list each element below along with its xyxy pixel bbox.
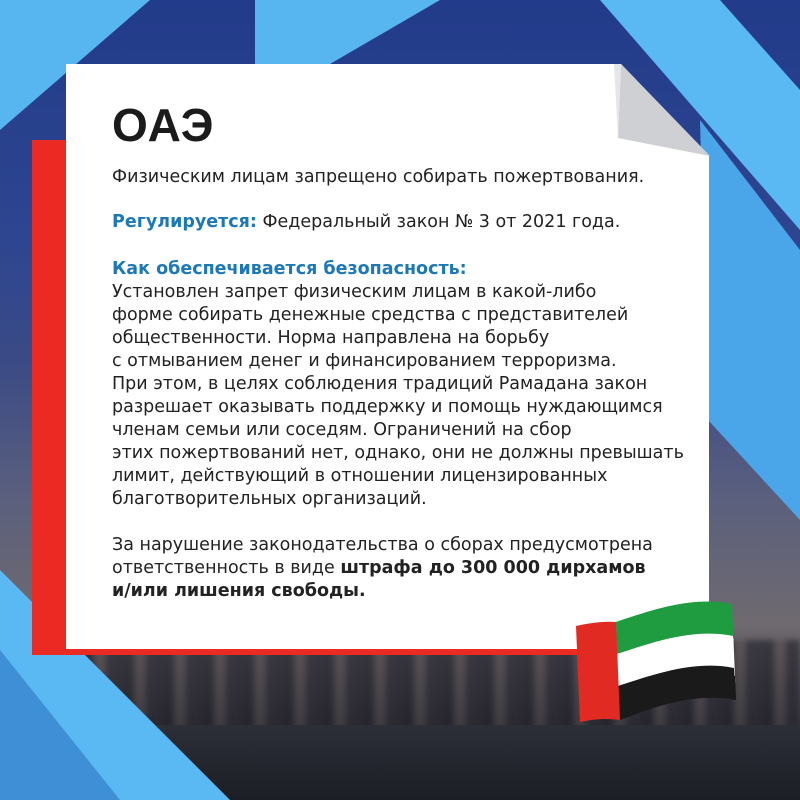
penalty-fine: штрафа до 300 000 дирхамов <box>340 558 646 578</box>
penalty-text <box>112 534 653 603</box>
penalty-prison: и/или лишения свободы. <box>112 581 366 601</box>
regulated-label: Регулируется: <box>112 212 257 232</box>
security-heading: Как обеспечивается безопасность: <box>112 259 467 279</box>
page-fold-corner <box>600 64 710 164</box>
intro-text: Физическим лицам запрещено собирать пожертвования. <box>112 167 645 187</box>
regulation-line <box>112 211 620 234</box>
country-title: ОАЭ <box>112 99 215 151</box>
stripe-top-center <box>255 0 440 64</box>
penalty-plain: За нарушение законодательства о сборах предусмотрена ответственность в виде <box>112 535 653 578</box>
security-body: Установлен запрет физическим лицам в какой-либо форме собирать денежные средства с представителей общественности. Норма направлена на борьбу с отмыванием денег и финансированием терроризма. При этом, в целях соблюдения традиций Рамадана закон разрешает оказывать поддержку и помощь нуждающимся членам семьи или соседям. Ограничений на сбор этих пожертвований нет, однако, они не должны превышать лимит, действующий в отношении лицензированных благотворительных организаций. <box>112 282 684 509</box>
regulated-text: Федеральный закон № 3 от 2021 года. <box>256 212 621 232</box>
uae-flag-icon <box>572 596 742 736</box>
